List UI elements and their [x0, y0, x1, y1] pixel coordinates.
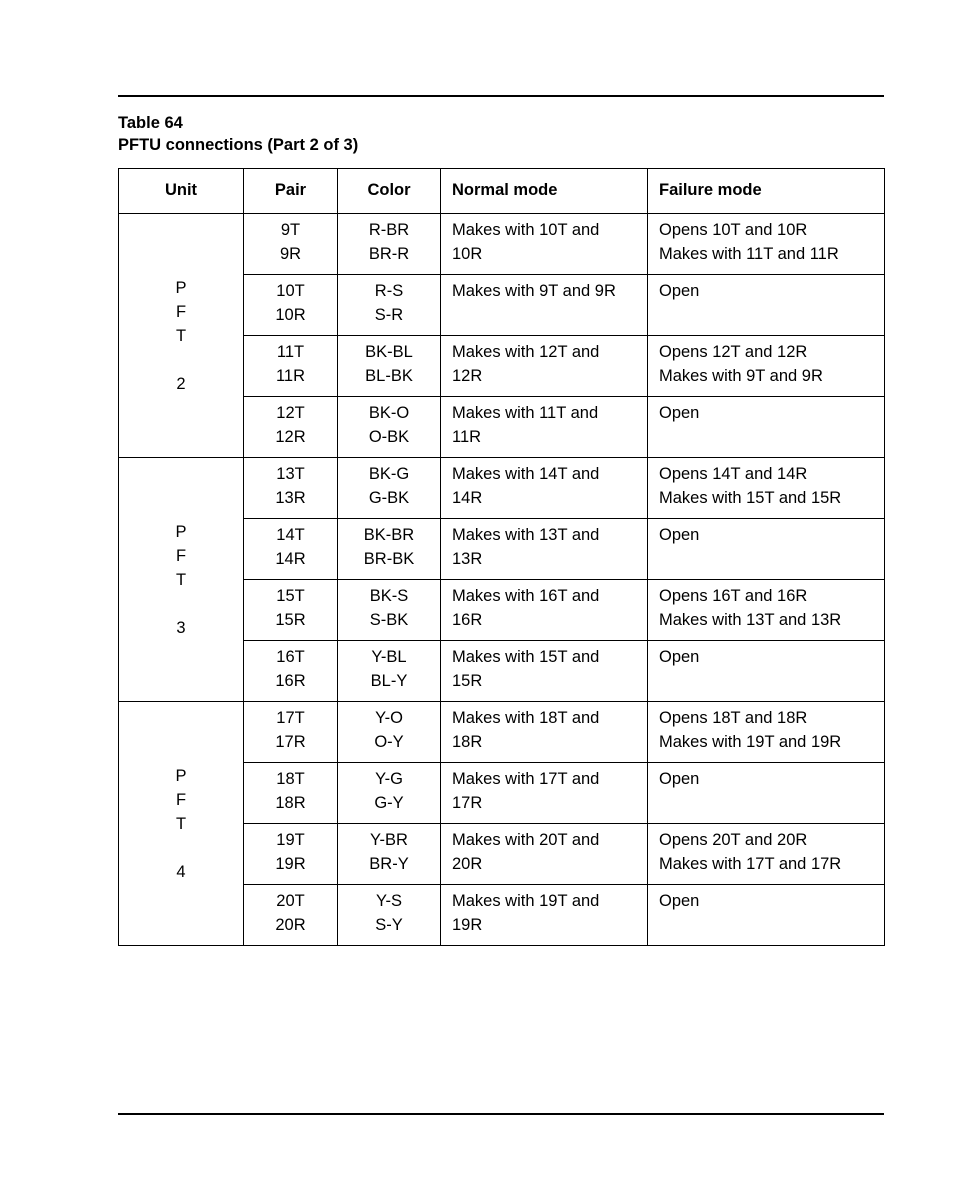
normal-mode-cell — [441, 580, 648, 641]
pair-cell-line: 20T — [276, 892, 305, 910]
unit-char: P — [175, 766, 187, 785]
table-row — [119, 458, 885, 519]
table-body — [119, 214, 885, 946]
pair-cell-line: 9R — [279, 244, 302, 263]
pair-cell — [244, 458, 338, 519]
normal-mode-cell-line: Makes with 20T and — [452, 831, 600, 849]
pair-cell-line: 13T — [276, 465, 305, 483]
color-cell — [338, 275, 441, 336]
normal-mode-cell-line: 19R — [452, 915, 483, 934]
color-cell-line: G-Y — [374, 793, 404, 812]
bottom-rule — [118, 1113, 884, 1115]
normal-mode-cell-line: Makes with 16T and — [452, 587, 600, 605]
normal-mode-cell-line: 11R — [452, 427, 482, 446]
failure-mode-cell — [648, 885, 885, 946]
table-title: PFTU connections (Part 2 of 3) — [118, 136, 359, 154]
color-cell-line: BL-BK — [365, 366, 413, 385]
color-cell — [338, 702, 441, 763]
color-cell-line: BK-G — [368, 465, 410, 483]
normal-mode-cell-line: 17R — [452, 793, 483, 812]
color-cell — [338, 397, 441, 458]
unit-char: F — [175, 546, 187, 565]
pair-cell-line: 10R — [275, 305, 306, 324]
normal-mode-cell — [441, 336, 648, 397]
normal-mode-cell-line: Makes with 18T and — [452, 709, 600, 727]
unit-label — [119, 764, 243, 884]
failure-mode-cell — [648, 214, 885, 275]
pair-cell-line: 17T — [276, 709, 305, 727]
table-row — [119, 702, 885, 763]
failure-mode-cell-line: Open — [659, 404, 700, 422]
failure-mode-cell-line: Open — [659, 892, 700, 910]
color-cell — [338, 458, 441, 519]
failure-mode-cell-line: Opens 10T and 10R — [659, 221, 808, 239]
failure-mode-cell-line: Open — [659, 770, 700, 788]
pair-cell — [244, 275, 338, 336]
table-number: Table 64 — [118, 114, 183, 132]
color-cell-line: G-BK — [368, 488, 410, 507]
normal-mode-cell-line: Makes with 14T and — [452, 465, 600, 483]
color-cell-line: BK-BR — [363, 526, 415, 544]
failure-mode-cell — [648, 275, 885, 336]
color-cell-line: S-Y — [375, 915, 403, 934]
normal-mode-cell-line: 14R — [452, 488, 483, 507]
pair-cell — [244, 397, 338, 458]
unit-cell — [119, 214, 244, 458]
pair-cell-line: 16T — [276, 648, 305, 666]
normal-mode-cell-line: 13R — [452, 549, 483, 568]
normal-mode-cell-line: 12R — [452, 366, 483, 385]
color-cell — [338, 580, 441, 641]
color-cell-line: BR-BK — [363, 549, 415, 568]
failure-mode-cell-line: Open — [659, 526, 700, 544]
failure-mode-cell-line: Open — [659, 282, 700, 300]
table-row — [119, 214, 885, 275]
normal-mode-cell — [441, 397, 648, 458]
unit-char: F — [175, 302, 187, 321]
color-cell-line: Y-BL — [371, 648, 407, 666]
pair-cell-line: 14R — [275, 549, 306, 568]
failure-mode-cell — [648, 397, 885, 458]
header-failure-mode: Failure mode — [648, 169, 885, 214]
normal-mode-cell-line: Makes with 19T and — [452, 892, 600, 910]
header-normal-mode: Normal mode — [441, 169, 648, 214]
pair-cell — [244, 519, 338, 580]
normal-mode-cell-line: 18R — [452, 732, 483, 751]
color-cell-line: R-S — [374, 282, 404, 300]
unit-char: P — [175, 522, 187, 541]
normal-mode-cell — [441, 519, 648, 580]
table-caption — [118, 112, 358, 156]
failure-mode-cell — [648, 519, 885, 580]
normal-mode-cell — [441, 763, 648, 824]
color-cell — [338, 641, 441, 702]
color-cell-line: S-BK — [369, 610, 409, 629]
color-cell-line: BL-Y — [370, 671, 408, 690]
unit-label — [119, 520, 243, 640]
unit-char: T — [175, 570, 187, 589]
unit-char: 3 — [176, 618, 186, 637]
pair-cell-line: 15R — [275, 610, 306, 629]
failure-mode-cell — [648, 641, 885, 702]
pair-cell-line: 10T — [276, 282, 305, 300]
failure-mode-cell-line: Opens 12T and 12R — [659, 343, 808, 361]
pair-cell-line: 16R — [275, 671, 306, 690]
pair-cell-line: 12R — [275, 427, 306, 446]
color-cell-line: BK-O — [368, 404, 410, 422]
normal-mode-cell-line: 10R — [452, 244, 483, 263]
unit-char: 2 — [176, 374, 186, 393]
failure-mode-cell-line: Makes with 9T and 9R — [659, 366, 823, 385]
failure-mode-cell — [648, 580, 885, 641]
normal-mode-cell-line: 15R — [452, 671, 483, 690]
failure-mode-cell — [648, 458, 885, 519]
failure-mode-cell-line: Makes with 17T and 17R — [659, 854, 842, 873]
header-color: Color — [338, 169, 441, 214]
normal-mode-cell-line: Makes with 13T and — [452, 526, 600, 544]
unit-cell — [119, 458, 244, 702]
color-cell-line: Y-O — [375, 709, 403, 727]
unit-cell — [119, 702, 244, 946]
pair-cell — [244, 702, 338, 763]
unit-char: T — [175, 814, 187, 833]
pair-cell-line: 18T — [276, 770, 305, 788]
pair-cell-line: 14T — [276, 526, 305, 544]
normal-mode-cell — [441, 275, 648, 336]
failure-mode-cell — [648, 824, 885, 885]
pair-cell-line: 9T — [280, 221, 301, 239]
unit-char: F — [175, 790, 187, 809]
pair-cell-line: 11R — [275, 366, 306, 385]
unit-label — [119, 276, 243, 396]
pair-cell — [244, 763, 338, 824]
failure-mode-cell-line: Opens 16T and 16R — [659, 587, 808, 605]
color-cell-line: BK-S — [369, 587, 409, 605]
failure-mode-cell-line: Makes with 11T and 11R — [659, 244, 839, 263]
pair-cell-line: 12T — [276, 404, 305, 422]
failure-mode-cell-line: Makes with 19T and 19R — [659, 732, 842, 751]
color-cell-line: BR-R — [368, 244, 410, 263]
failure-mode-cell — [648, 763, 885, 824]
pair-cell-line: 20R — [275, 915, 306, 934]
pair-cell — [244, 336, 338, 397]
pair-cell-line: 19T — [276, 831, 305, 849]
unit-char: 4 — [176, 862, 186, 881]
unit-char: P — [175, 278, 187, 297]
failure-mode-cell-line: Makes with 13T and 13R — [659, 610, 842, 629]
color-cell — [338, 519, 441, 580]
pair-cell — [244, 885, 338, 946]
pair-cell-line: 19R — [275, 854, 306, 873]
top-rule — [118, 95, 884, 97]
pair-cell-line: 15T — [276, 587, 305, 605]
color-cell — [338, 763, 441, 824]
color-cell-line: S-R — [374, 305, 404, 324]
failure-mode-cell-line: Opens 20T and 20R — [659, 831, 808, 849]
color-cell-line: BK-BL — [365, 343, 413, 361]
color-cell-line: O-BK — [368, 427, 410, 446]
color-cell — [338, 885, 441, 946]
normal-mode-cell-line: 20R — [452, 854, 483, 873]
pair-cell-line: 18R — [275, 793, 306, 812]
normal-mode-cell — [441, 885, 648, 946]
pair-cell — [244, 214, 338, 275]
pair-cell-line: 13R — [275, 488, 306, 507]
color-cell-line: Y-G — [375, 770, 403, 788]
pftu-connections-table — [118, 168, 885, 946]
failure-mode-cell — [648, 336, 885, 397]
normal-mode-cell-line: Makes with 11T and — [452, 404, 599, 422]
normal-mode-cell — [441, 702, 648, 763]
header-row — [119, 169, 885, 214]
normal-mode-cell — [441, 641, 648, 702]
normal-mode-cell — [441, 214, 648, 275]
normal-mode-cell — [441, 824, 648, 885]
failure-mode-cell-line: Opens 14T and 14R — [659, 465, 808, 483]
color-cell-line: O-Y — [374, 732, 404, 751]
color-cell — [338, 824, 441, 885]
color-cell-line: Y-BR — [370, 831, 408, 849]
pair-cell-line: 11T — [276, 343, 305, 361]
header-unit: Unit — [119, 169, 244, 214]
pair-cell-line: 17R — [275, 732, 306, 751]
pair-cell — [244, 824, 338, 885]
failure-mode-cell-line: Makes with 15T and 15R — [659, 488, 842, 507]
header-pair: Pair — [244, 169, 338, 214]
pair-cell — [244, 580, 338, 641]
normal-mode-cell-line: Makes with 9T and 9R — [452, 282, 616, 300]
normal-mode-cell-line: Makes with 17T and — [452, 770, 600, 788]
normal-mode-cell — [441, 458, 648, 519]
normal-mode-cell-line: Makes with 12T and — [452, 343, 600, 361]
color-cell-line: BR-Y — [369, 854, 409, 873]
normal-mode-cell-line: Makes with 10T and — [452, 221, 600, 239]
failure-mode-cell-line: Open — [659, 648, 700, 666]
color-cell-line: R-BR — [368, 221, 410, 239]
color-cell-line: Y-S — [376, 892, 402, 910]
color-cell — [338, 336, 441, 397]
normal-mode-cell-line: Makes with 15T and — [452, 648, 600, 666]
pair-cell — [244, 641, 338, 702]
unit-char: T — [175, 326, 187, 345]
failure-mode-cell — [648, 702, 885, 763]
color-cell — [338, 214, 441, 275]
failure-mode-cell-line: Opens 18T and 18R — [659, 709, 808, 727]
normal-mode-cell-line: 16R — [452, 610, 483, 629]
